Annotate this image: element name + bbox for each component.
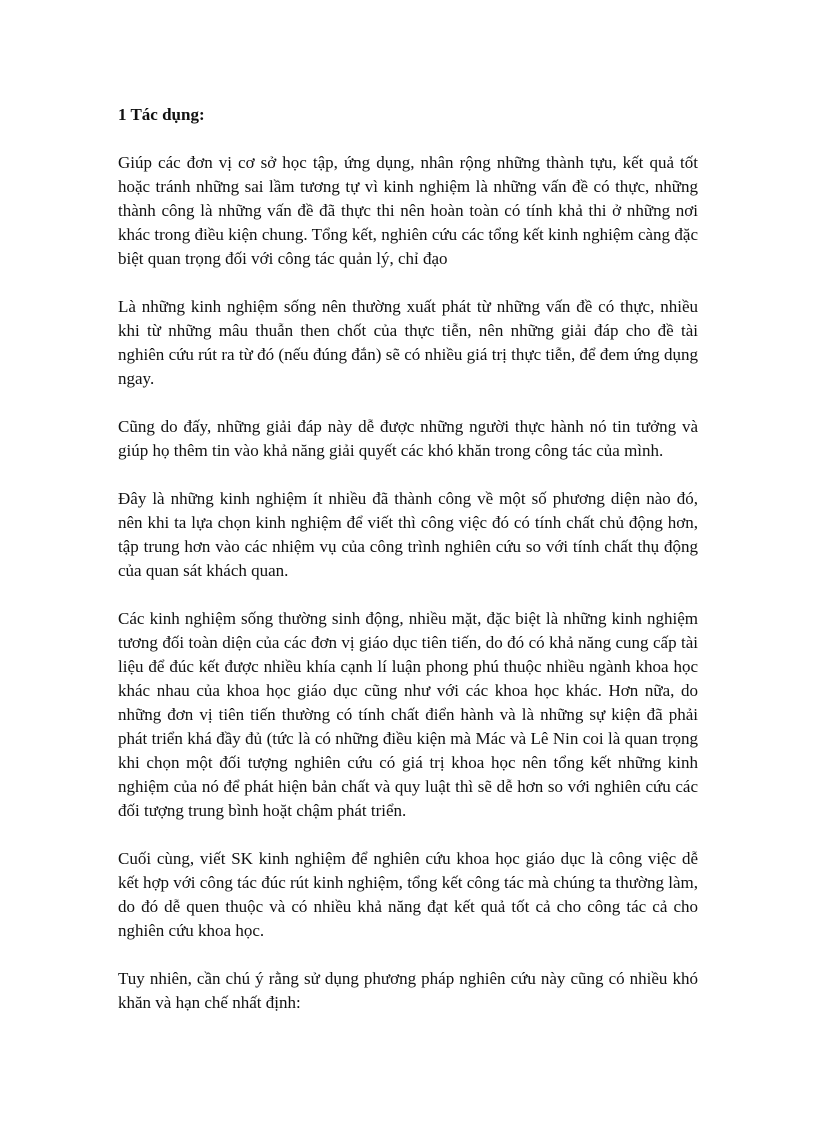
paragraph-5: Các kinh nghiệm sống thường sinh động, nhiều mặt, đặc biệt là những kinh nghiệm tương đối toàn diện của các đơn vị giáo dục tiên tiến, do đó có khả năng cung cấp tài liệu để đúc kết được nhiều khía cạnh lí luận phong phú thuộc nhiều ngành khoa học khác nhau của khoa học giáo dục cũng như với các khoa học khác. Hơn nữa, do những đơn vị tiên tiến thường có tính chất điển hành và là những sự kiện đã phải phát triển khá đầy đủ (tức là có những điều kiện mà Mác và Lê Nin coi là quan trọng khi chọn một đối tượng nghiên cứu có giá trị khoa học nên tổng kết những kinh nghiệm của nó để phát hiện bản chất và quy luật thì sẽ dễ hơn so với nghiên cứu các đối tượng trung bình hoặt chậm phát triển.	[118, 609, 698, 820]
paragraph-4: Đây là những kinh nghiệm ít nhiều đã thành công về một số phương diện nào đó, nên khi ta lựa chọn kinh nghiệm để viết thì công việc đó có tính chất chủ động hơn, tập trung hơn vào các nhiệm vụ của công trình nghiên cứu so với tính chất thụ động của quan sát khách quan.	[118, 489, 698, 580]
paragraph-7: Tuy nhiên, cần chú ý rằng sử dụng phương pháp nghiên cứu này cũng có nhiều khó khăn và hạn chế nhất định:	[118, 969, 698, 1012]
paragraph-3: Cũng do đấy, những giải đáp này dễ được những người thực hành nó tin tưởng và giúp họ thêm tin vào khả năng giải quyết các khó khăn trong công tác của mình.	[118, 417, 698, 460]
section-heading: 1 Tác dụng:	[118, 105, 205, 124]
paragraph-2: Là những kinh nghiệm sống nên thường xuất phát từ những vấn đề có thực, nhiều khi từ những mâu thuẫn then chốt của thực tiễn, nên những giải đáp cho đề tài nghiên cứu rút ra từ đó (nếu đúng đắn) sẽ có nhiều giá trị thực tiễn, để đem ứng dụng ngay.	[118, 297, 698, 388]
paragraph-1: Giúp các đơn vị cơ sở học tập, ứng dụng, nhân rộng những thành tựu, kết quả tốt hoặc tránh những sai lầm tương tự vì kinh nghiệm là những vấn đề có thực, những thành công là những vấn đề đã thực thi nên hoàn toàn có tính khả thi ở những nơi khác trong điều kiện chung. Tổng kết, nghiên cứu các tổng kết kinh nghiệm càng đặc biệt quan trọng đối với công tác quản lý, chỉ đạo	[118, 153, 698, 268]
paragraph-6: Cuối cùng, viết SK kinh nghiệm để nghiên cứu khoa học giáo dục là công việc dễ kết hợp với công tác đúc rút kinh nghiệm, tổng kết công tác mà chúng ta thường làm, do đó dễ quen thuộc và có nhiều khả năng đạt kết quả tốt cả cho công tác cả cho nghiên cứu khoa học.	[118, 849, 698, 940]
document-page	[118, 103, 698, 1039]
